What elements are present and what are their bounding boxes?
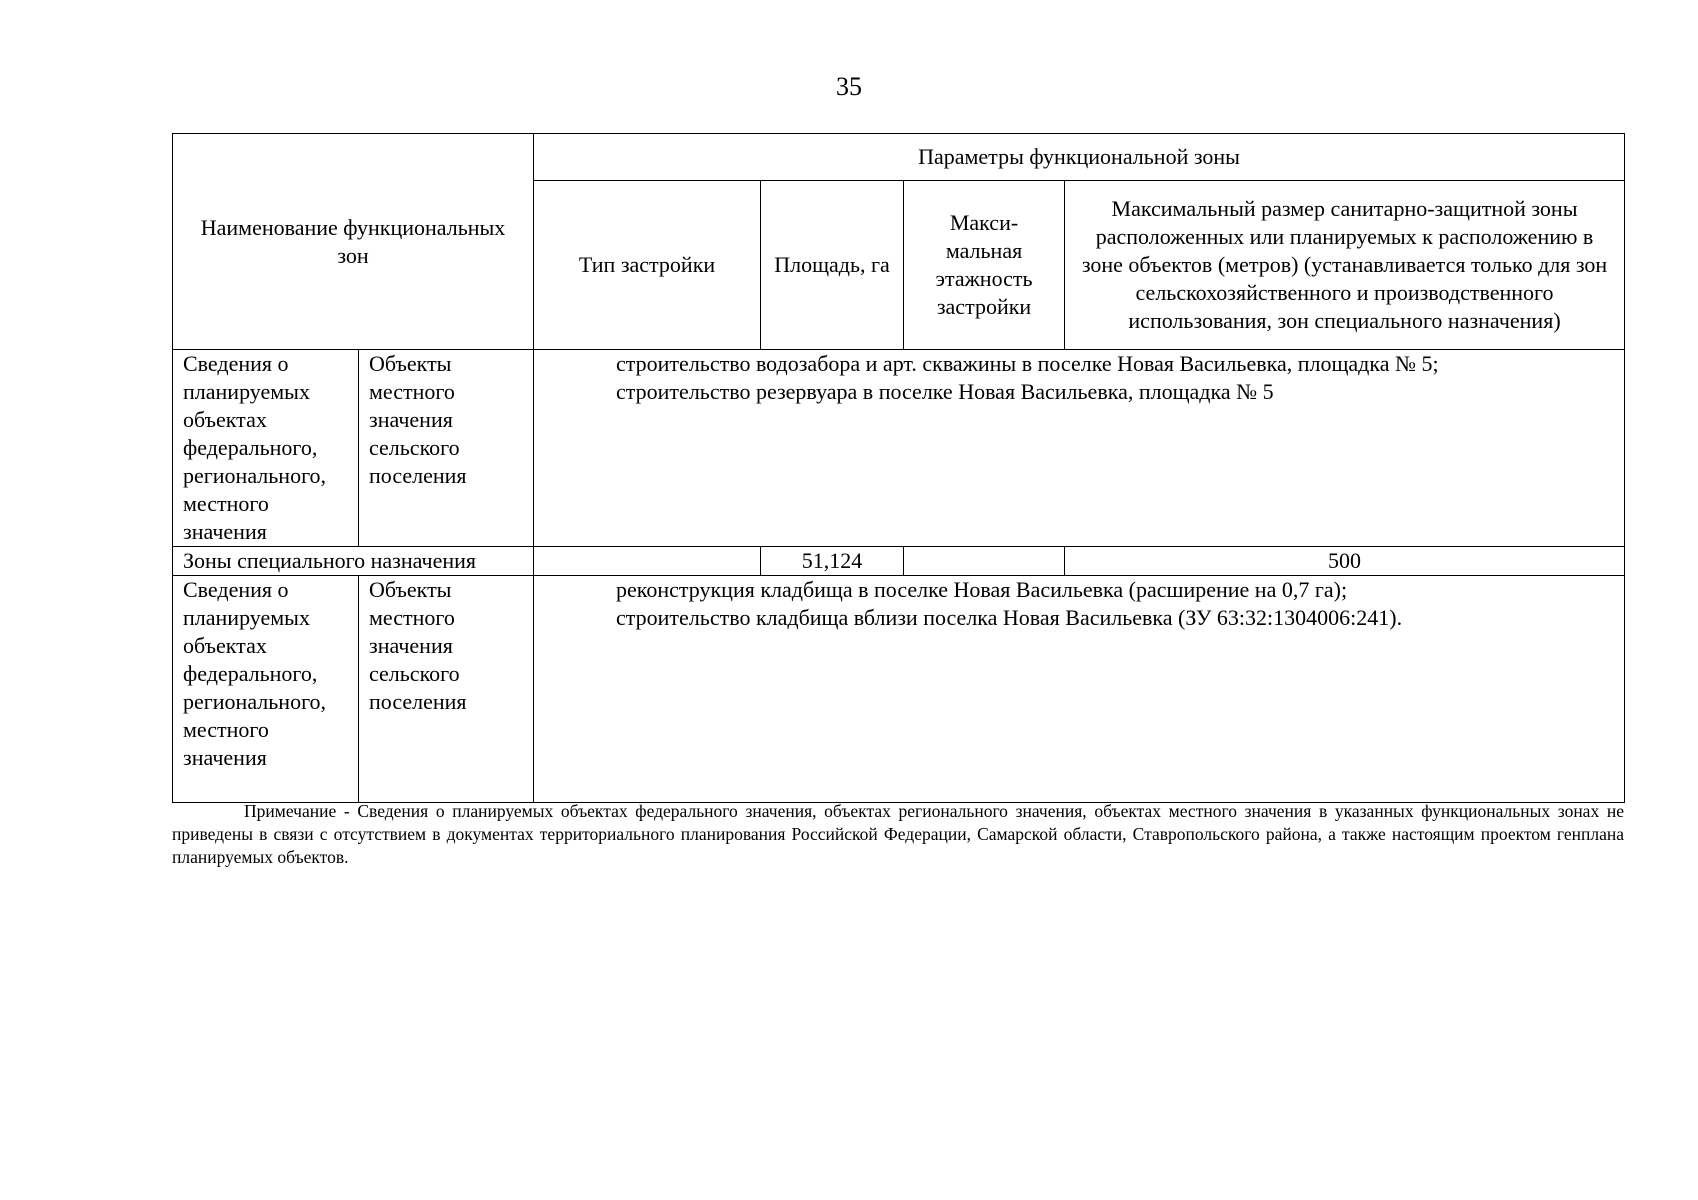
table-row — [173, 576, 1625, 803]
planned-objects-label: Сведения о планируемых объектах федерального, регионального, местного значения — [173, 576, 359, 803]
planned-objects-list — [534, 350, 1625, 547]
zone-name-header: Наименование функциональных зон — [173, 134, 534, 350]
local-objects-label: Объекты местного значения сельского поселения — [359, 350, 534, 547]
sanitary-zone-cell: 500 — [1065, 547, 1625, 576]
page-number: 35 — [836, 72, 862, 101]
planned-objects-list — [534, 576, 1625, 803]
zone-name-cell: Зоны специального назначения — [173, 547, 534, 576]
area-cell: 51,124 — [761, 547, 904, 576]
max-floors-cell — [904, 547, 1065, 576]
max-floors-header: Макси-мальная этажность застройки — [904, 181, 1065, 350]
sanitary-zone-header: Максимальный размер санитарно-защитной зоны расположенных или планируемых к расположению в зоне объектов (метров) (устанавливается только для зон сельскохозяйственного и производственного использования, зон специального назначения) — [1065, 181, 1625, 350]
functional-zones-table — [172, 133, 1625, 803]
local-objects-label: Объекты местного значения сельского поселения — [359, 576, 534, 803]
table-note: Примечание - Сведения о планируемых объектах федерального значения, объектах регионального значения, объектах местного значения в указанных функциональных зонах не приведены в связи с отсутствием в документах территориального планирования Российской Федерации, Самарской области, Ставропольского района, а также настоящим проектом генплана планируемых объектов. — [172, 801, 1624, 867]
list-item: реконструкция кладбища в поселке Новая Васильевка (расширение на 0,7 га); — [616, 577, 1348, 602]
zone-params-header: Параметры функциональной зоны — [534, 134, 1625, 181]
table-row — [173, 547, 1625, 576]
planned-objects-label: Сведения о планируемых объектах федерального, регионального, местного значения — [173, 350, 359, 547]
table-row — [173, 350, 1625, 547]
building-type-header: Тип застройки — [534, 181, 761, 350]
list-item: строительство кладбища вблизи поселка Новая Васильевка (ЗУ 63:32:1304006:241). — [616, 605, 1403, 630]
header-row-1 — [173, 134, 1625, 181]
area-header: Площадь, га — [761, 181, 904, 350]
list-item: строительство резервуара в поселке Новая Васильевка, площадка № 5 — [616, 379, 1274, 404]
building-type-cell — [534, 547, 761, 576]
list-item: строительство водозабора и арт. скважины в поселке Новая Васильевка, площадка № 5; — [616, 351, 1439, 376]
